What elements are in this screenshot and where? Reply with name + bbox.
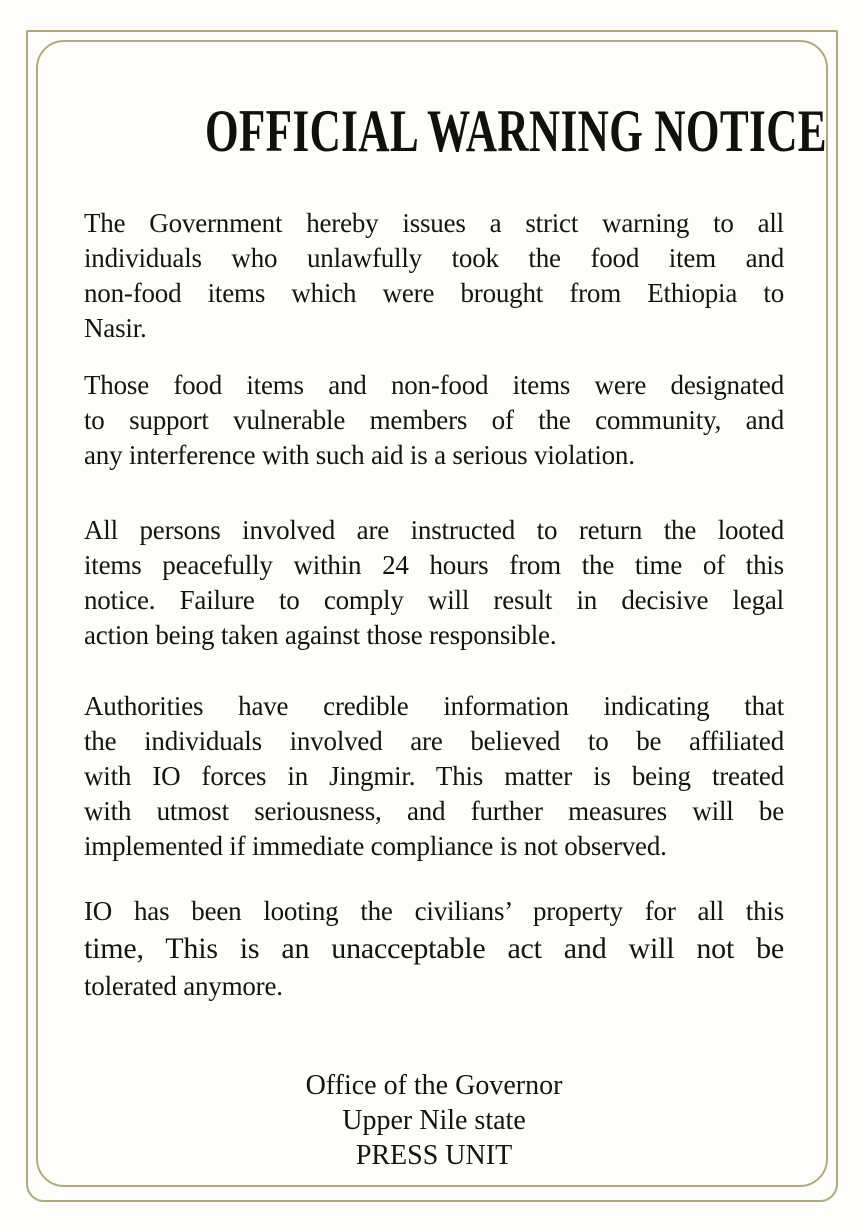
signature-unit: PRESS UNIT xyxy=(355,1140,513,1171)
paragraph-line: Authorities have credible information indicating that xyxy=(84,691,784,721)
paragraph-line: The Government hereby issues a strict warning to all xyxy=(84,208,784,238)
notice-title: OFFICIAL WARNING NOTICE xyxy=(204,98,827,164)
paragraph-line: with IO forces in Jingmir. This matter is being treated xyxy=(84,761,784,791)
paragraph-line: non-food items which were brought from Ethiopia to xyxy=(84,278,784,308)
paragraph-line: Those food items and non-food items were designated xyxy=(84,370,784,400)
paragraph-warning xyxy=(84,206,784,346)
signature-state: Upper Nile state xyxy=(342,1105,526,1136)
paragraph-authorities xyxy=(84,689,784,864)
notice-content xyxy=(84,0,827,1173)
paragraph-line: the individuals involved are believed to be affiliated xyxy=(84,726,784,756)
signature-office: Office of the Governor xyxy=(305,1070,563,1101)
paragraph-line: with utmost seriousness, and further measures will be xyxy=(84,796,784,826)
paragraph-designation xyxy=(84,368,784,473)
signature-block xyxy=(84,1068,784,1173)
paragraph-line: Nasir. xyxy=(84,313,147,343)
paragraph-line: notice. Failure to comply will result in decisive legal xyxy=(84,585,784,615)
paragraph-line: All persons involved are instructed to return the looted xyxy=(84,515,784,545)
paragraph-line: tolerated anymore. xyxy=(84,971,283,1001)
paragraph-line: to support vulnerable members of the community, and xyxy=(84,405,784,435)
paragraph-line: IO has been looting the civilians’ property for all this xyxy=(84,896,784,926)
paragraph-looting xyxy=(84,894,784,1004)
paragraph-instruction xyxy=(84,513,784,653)
paragraph-line-emphasized: time, This is an unacceptable act and will not be xyxy=(84,932,784,965)
notice-title-row xyxy=(84,98,827,164)
paragraph-line: implemented if immediate compliance is not observed. xyxy=(84,831,667,861)
paragraph-line: items peacefully within 24 hours from the time of this xyxy=(84,550,784,580)
paragraph-line: individuals who unlawfully took the food item and xyxy=(84,243,784,273)
paragraph-line: action being taken against those responsible. xyxy=(84,620,557,650)
paragraph-line: any interference with such aid is a serious violation. xyxy=(84,440,635,470)
